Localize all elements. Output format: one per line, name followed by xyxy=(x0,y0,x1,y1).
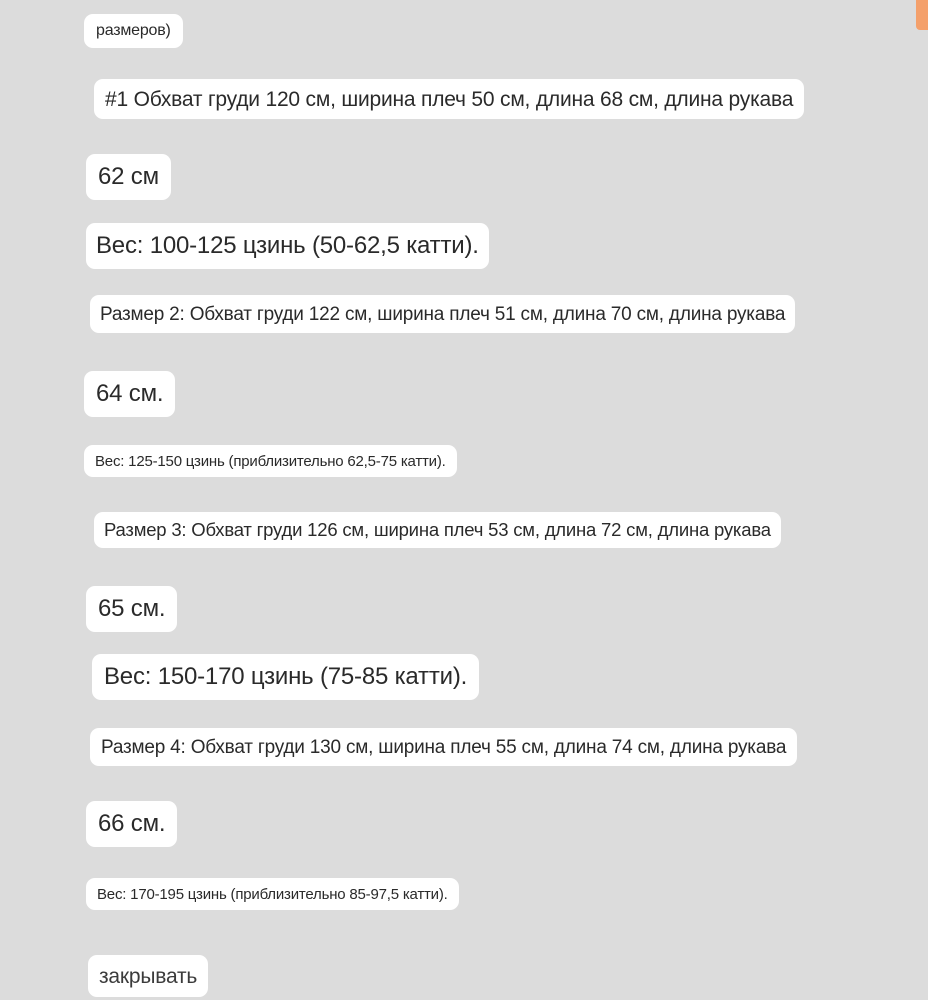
text-line-size4-sleeve: 66 см. xyxy=(86,801,177,847)
orange-corner-marker xyxy=(916,0,928,30)
text-line-size4-weight: Вес: 170-195 цзинь (приблизительно 85-97,5 катти). xyxy=(86,878,459,910)
text-line-size1-measures: #1 Обхват груди 120 см, ширина плеч 50 см, длина 68 см, длина рукава xyxy=(94,79,804,119)
text-line-size2-measures: Размер 2: Обхват груди 122 см, ширина плеч 51 см, длина 70 см, длина рукава xyxy=(90,295,795,333)
text-line-size1-sleeve: 62 см xyxy=(86,154,171,200)
text-line-size2-weight: Вес: 125-150 цзинь (приблизительно 62,5-75 катти). xyxy=(84,445,457,477)
text-line-sizes-tail: размеров) xyxy=(84,14,183,48)
text-line-size1-weight: Вес: 100-125 цзинь (50-62,5 катти). xyxy=(86,223,489,269)
close-button[interactable]: закрывать xyxy=(88,955,208,997)
text-line-size3-sleeve: 65 см. xyxy=(86,586,177,632)
text-line-size3-weight: Вес: 150-170 цзинь (75-85 катти). xyxy=(92,654,479,700)
text-line-size2-sleeve: 64 см. xyxy=(84,371,175,417)
text-line-size3-measures: Размер 3: Обхват груди 126 см, ширина плеч 53 см, длина 72 см, длина рукава xyxy=(94,512,781,548)
text-line-size4-measures: Размер 4: Обхват груди 130 см, ширина плеч 55 см, длина 74 см, длина рукава xyxy=(90,728,797,766)
